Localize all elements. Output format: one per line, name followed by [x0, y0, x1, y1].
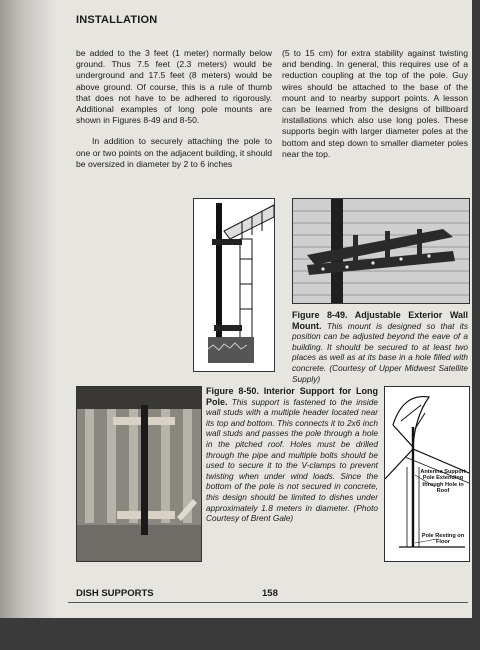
wall-mount-drawing: [194, 199, 274, 371]
running-footer: DISH SUPPORTS: [76, 588, 154, 599]
binding-shadow: [0, 0, 58, 618]
diagram-label-bottom: Pole Resting on Floor: [421, 533, 465, 546]
figure-8-49-title: Figure 8-49. Adjustable Exterior Wall Mount.: [292, 310, 468, 331]
figure-8-50-title: Figure 8-50. Interior Support for Long Pole.: [206, 386, 378, 407]
figure-8-50-photo: [76, 386, 202, 562]
wall-mount-photo: [293, 199, 469, 303]
running-header: INSTALLATION: [76, 14, 158, 26]
figure-8-50-caption: [206, 386, 378, 524]
paragraph: In addition to securely attaching the pole to one or two points on the adjacent building, it should be oversized in diameter by 2 to 6 inches: [76, 136, 272, 169]
figure-8-49-drawing: [193, 198, 275, 372]
figure-8-49-body: This mount is designed so that its position can be adjusted beyond the eave of a building. It should be secured to at least two places as well as at its base in a hole filled with concrete. (Courtesy of Upper Midwest Satellite Supply): [292, 320, 468, 384]
figure-8-50-body: This support is fastened to the inside wall studs with a multiple header located near its top and bottom. This connects it to 2x6 inch wall studs and passes the pole through a hole in the pitched roof. Holes must be drilled through the pipe and multiple bolts should be used to secure it to the V-clamps to prevent twisting when under wind loads. Since the bottom of the pole is not secured in concrete, this design should be limited to dishes under approximately 1.8 meters in diameter. (Photo Courtesy of Brent Gale): [206, 396, 378, 524]
paragraph: be added to the 3 feet (1 meter) normally below ground. Thus 7.5 feet (2.3 meters) would be underground and 17.5 feet (8 meters) would be above ground. Of course, this is a rule of thumb that does not have to be adhered to rigorously. Additional examples of long pole mounts are shown in Figures 8-49 and 8-50.: [76, 48, 272, 126]
page-number: 158: [262, 588, 278, 599]
interior-support-photo: [77, 387, 201, 561]
page-edge-line: [68, 602, 468, 603]
figure-8-50-diagram: [384, 386, 470, 562]
figure-8-49-photo: [292, 198, 470, 304]
figure-8-49-caption: [292, 310, 468, 384]
diagram-label-top: Antenna Support Pole Extending through Hole in Roof: [420, 469, 466, 495]
text-column-left: [76, 48, 272, 180]
text-column-right: [282, 48, 468, 170]
paragraph: (5 to 15 cm) for extra stability against twisting and bending. In general, this requires use of a reduction coupling at the top of the pole. Guy wires should be attached to the base of the mount and to nearby support points. A lesson can be learned from the designs of billboard installations which also use long poles. These supports begin with larger diameter poles at the bottom and step down to smaller diameter poles near the top.: [282, 48, 468, 159]
